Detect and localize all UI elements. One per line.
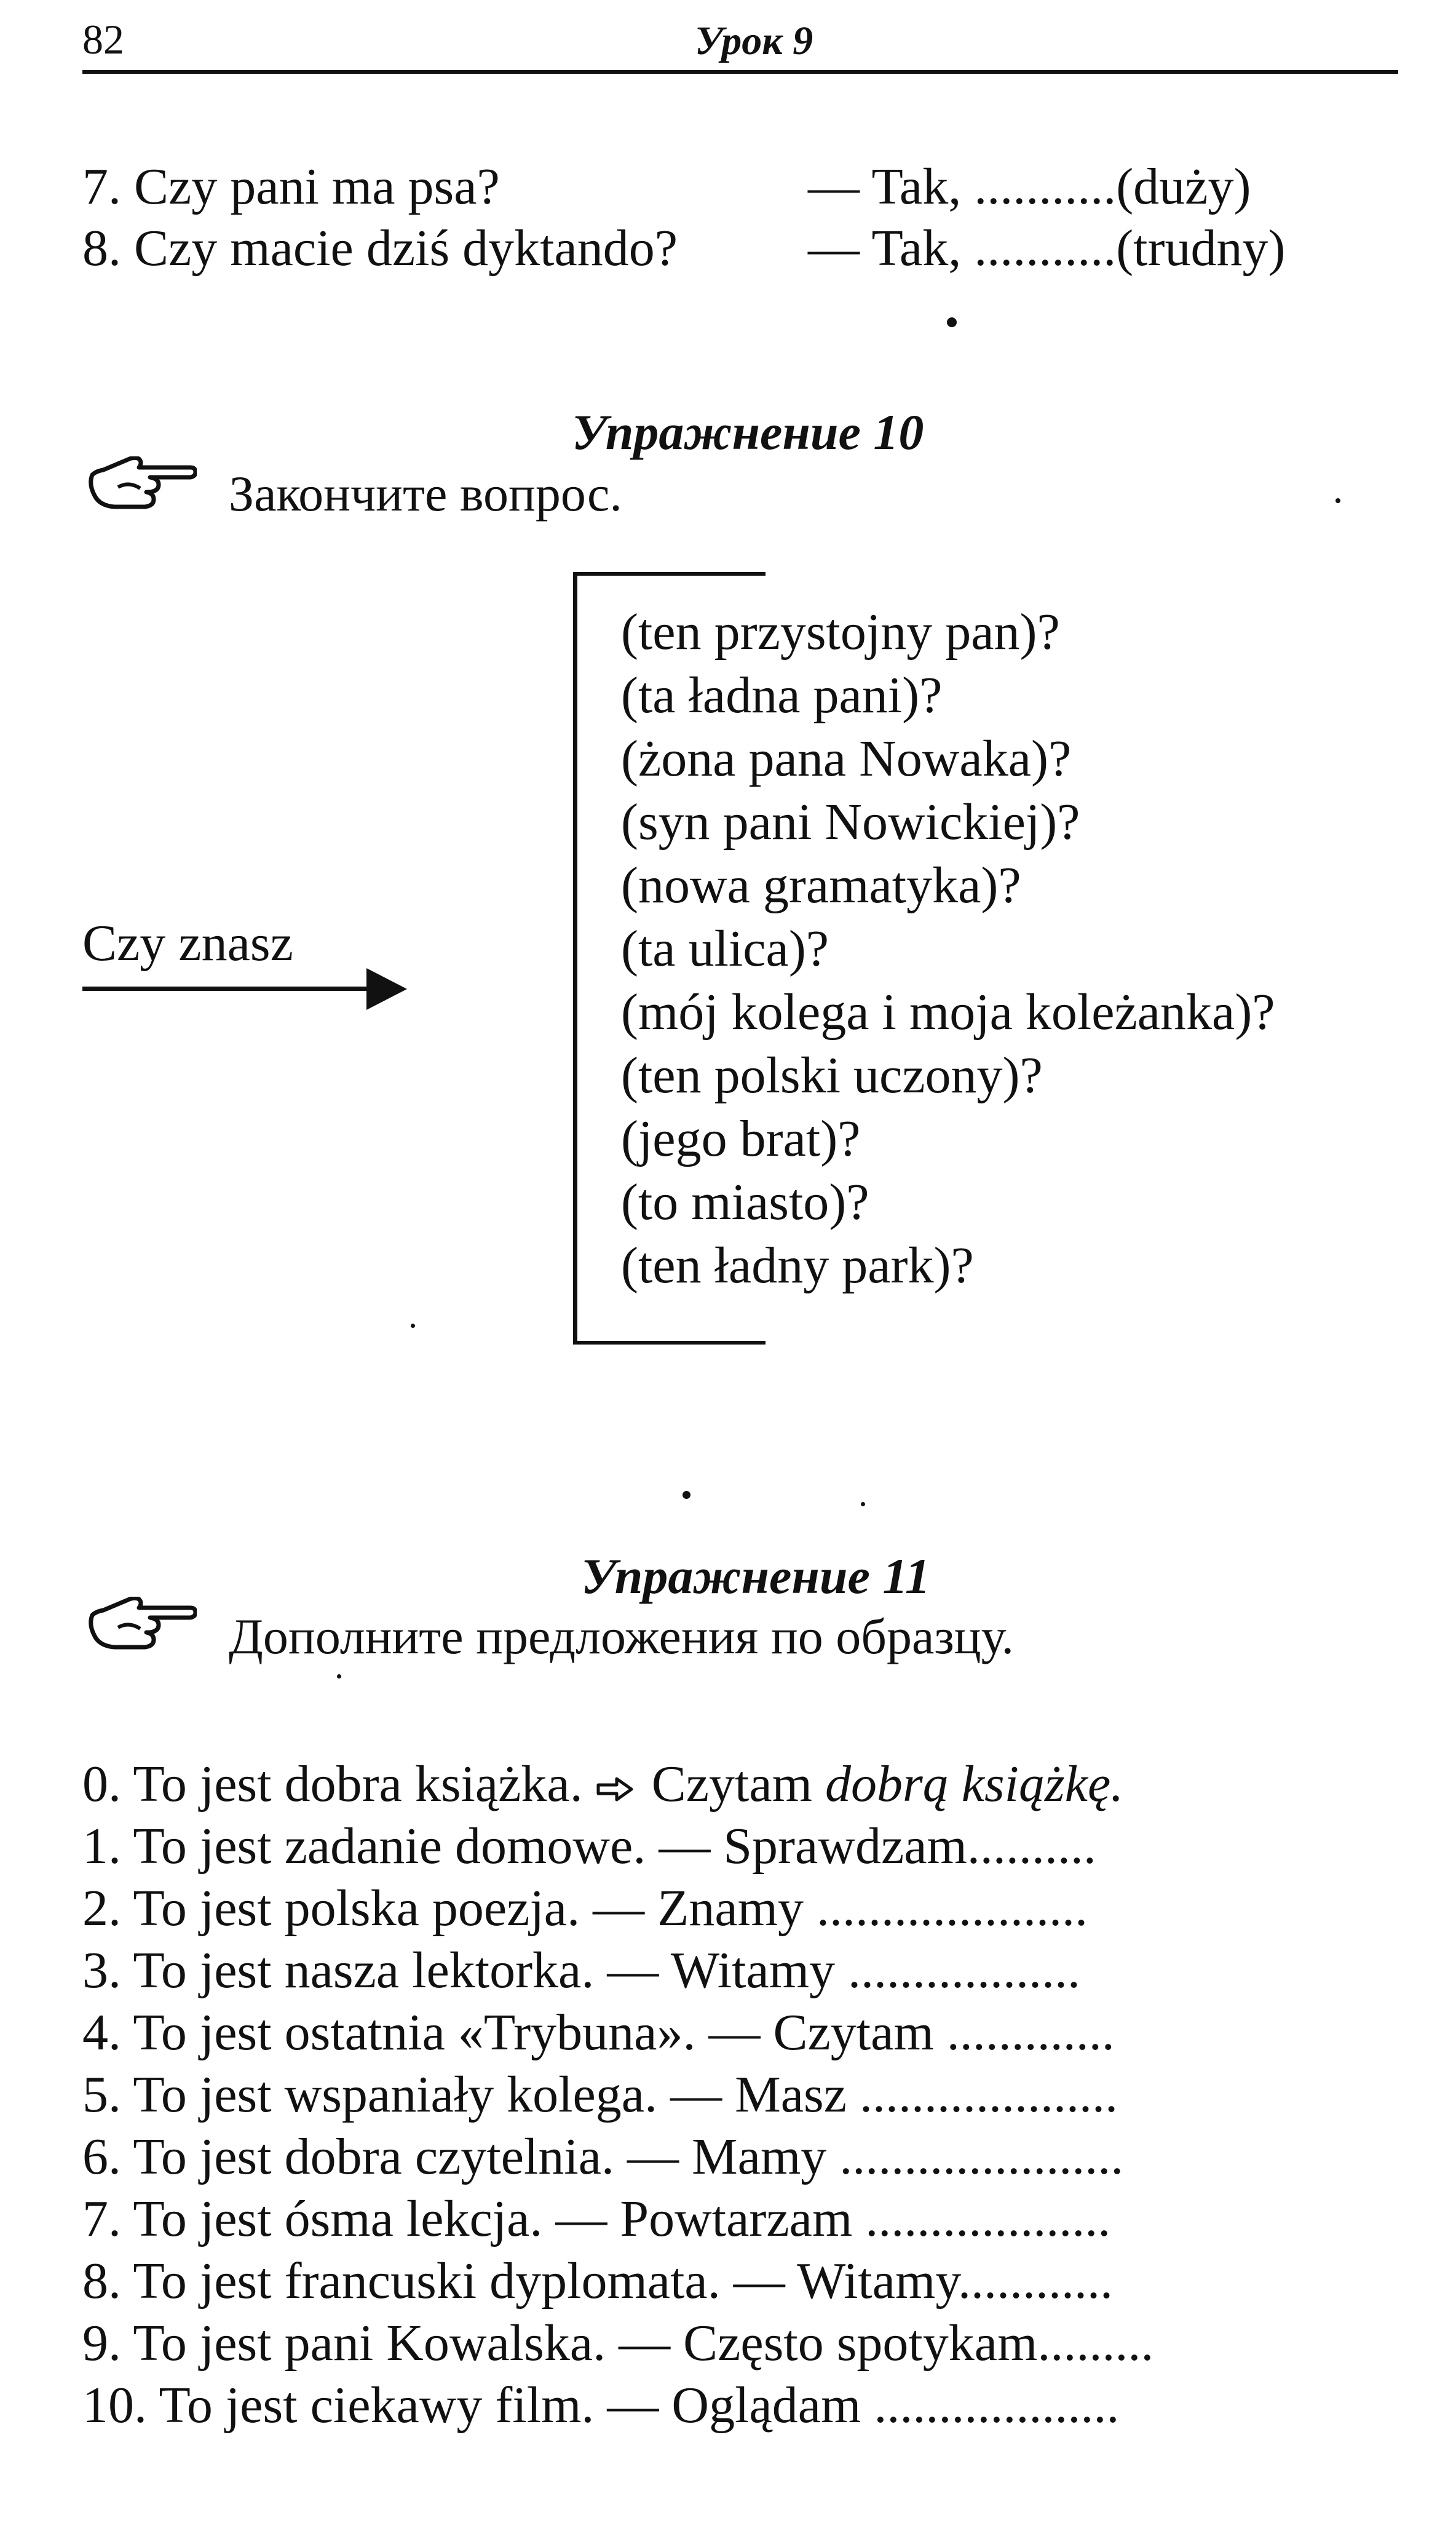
answer-text: — Tak, ...........(trudny) xyxy=(808,220,1286,277)
ink-dot xyxy=(337,1674,341,1679)
list-item: 7. To jest ósma lekcja. — Powtarzam ................... xyxy=(82,2190,1111,2247)
question-text: 8. Czy macie dziś dyktando? xyxy=(82,220,678,277)
list-item: 10. To jest ciekawy film. — Oglądam ................... xyxy=(82,2377,1120,2434)
list-item: (ten przystojny pan)? xyxy=(621,603,1060,661)
exercise-10-title: Упражнение 10 xyxy=(572,404,924,460)
running-title: Урок 9 xyxy=(695,18,813,63)
ink-dot xyxy=(861,1502,865,1506)
ink-dot xyxy=(411,1324,415,1328)
list-item: 8. To jest francuski dyplomata. — Witamy............ xyxy=(82,2252,1113,2310)
list-item: (ten ładny park)? xyxy=(621,1237,974,1294)
list-item: (nowa gramatyka)? xyxy=(621,857,1021,914)
list-item: 6. To jest dobra czytelnia. — Mamy ...................... xyxy=(82,2128,1124,2185)
ink-dot xyxy=(947,317,957,327)
ink-dot xyxy=(682,1491,690,1499)
list-item: 2. To jest polska poezja. — Znamy ..................... xyxy=(82,1880,1088,1937)
example-prefix: 0. To jest dobra książka. xyxy=(82,1755,583,1813)
list-item: 5. To jest wspaniały kolega. — Masz .................... xyxy=(82,2066,1118,2123)
list-item: 3. To jest nasza lektorka. — Witamy .................. xyxy=(82,1942,1081,1999)
completion-options xyxy=(621,600,1275,1297)
bracket-bottom xyxy=(573,1341,766,1345)
exercise-11-title: Упражнение 11 xyxy=(581,1548,930,1604)
pointing-hand-icon xyxy=(86,1597,197,1653)
list-item: (syn pani Nowickiej)? xyxy=(621,793,1080,851)
list-item: (żona pana Nowaka)? xyxy=(621,730,1072,787)
header-rule xyxy=(82,70,1398,74)
list-item: 4. To jest ostatnia «Trybuna». — Czytam ............. xyxy=(82,2004,1115,2061)
page-number: 82 xyxy=(82,16,124,63)
answer-text: — Tak, ...........(duży) xyxy=(808,158,1251,215)
list-item: (ta ładna pani)? xyxy=(621,667,943,724)
arrow-head-icon xyxy=(366,968,407,1010)
example-verb: Czytam xyxy=(638,1755,825,1813)
exercise-11-sentences xyxy=(82,1753,1153,2436)
question-stem: Czy znasz xyxy=(82,915,293,972)
list-item: (ten polski uczony)? xyxy=(621,1047,1043,1104)
bracket-vertical xyxy=(573,572,577,1344)
list-item: 9. To jest pani Kowalska. — Często spotykam......... xyxy=(82,2314,1154,2372)
exercise-11-instruction: Дополните предложения по образцу. xyxy=(229,1608,1014,1664)
arrow-shaft xyxy=(82,987,371,991)
right-arrow-icon xyxy=(596,1776,634,1803)
list-item: (jego brat)? xyxy=(621,1110,861,1167)
list-item: (to miasto)? xyxy=(621,1174,869,1231)
example-answer: dobrą książkę. xyxy=(825,1755,1124,1813)
ink-dot xyxy=(1335,498,1340,503)
exercise-10-instruction: Закончите вопрос. xyxy=(229,466,622,522)
example-sentence xyxy=(82,1753,1153,1815)
bracket-top xyxy=(573,572,766,576)
list-item: (ta ulica)? xyxy=(621,920,829,977)
pointing-hand-icon xyxy=(86,456,197,513)
list-item: (mój kolega i moja koleżanka)? xyxy=(621,983,1275,1041)
question-line-7 xyxy=(82,158,1251,215)
list-item: 1. To jest zadanie domowe. — Sprawdzam.......... xyxy=(82,1818,1096,1875)
question-line-8 xyxy=(82,220,1286,277)
question-text: 7. Czy pani ma psa? xyxy=(82,158,500,215)
